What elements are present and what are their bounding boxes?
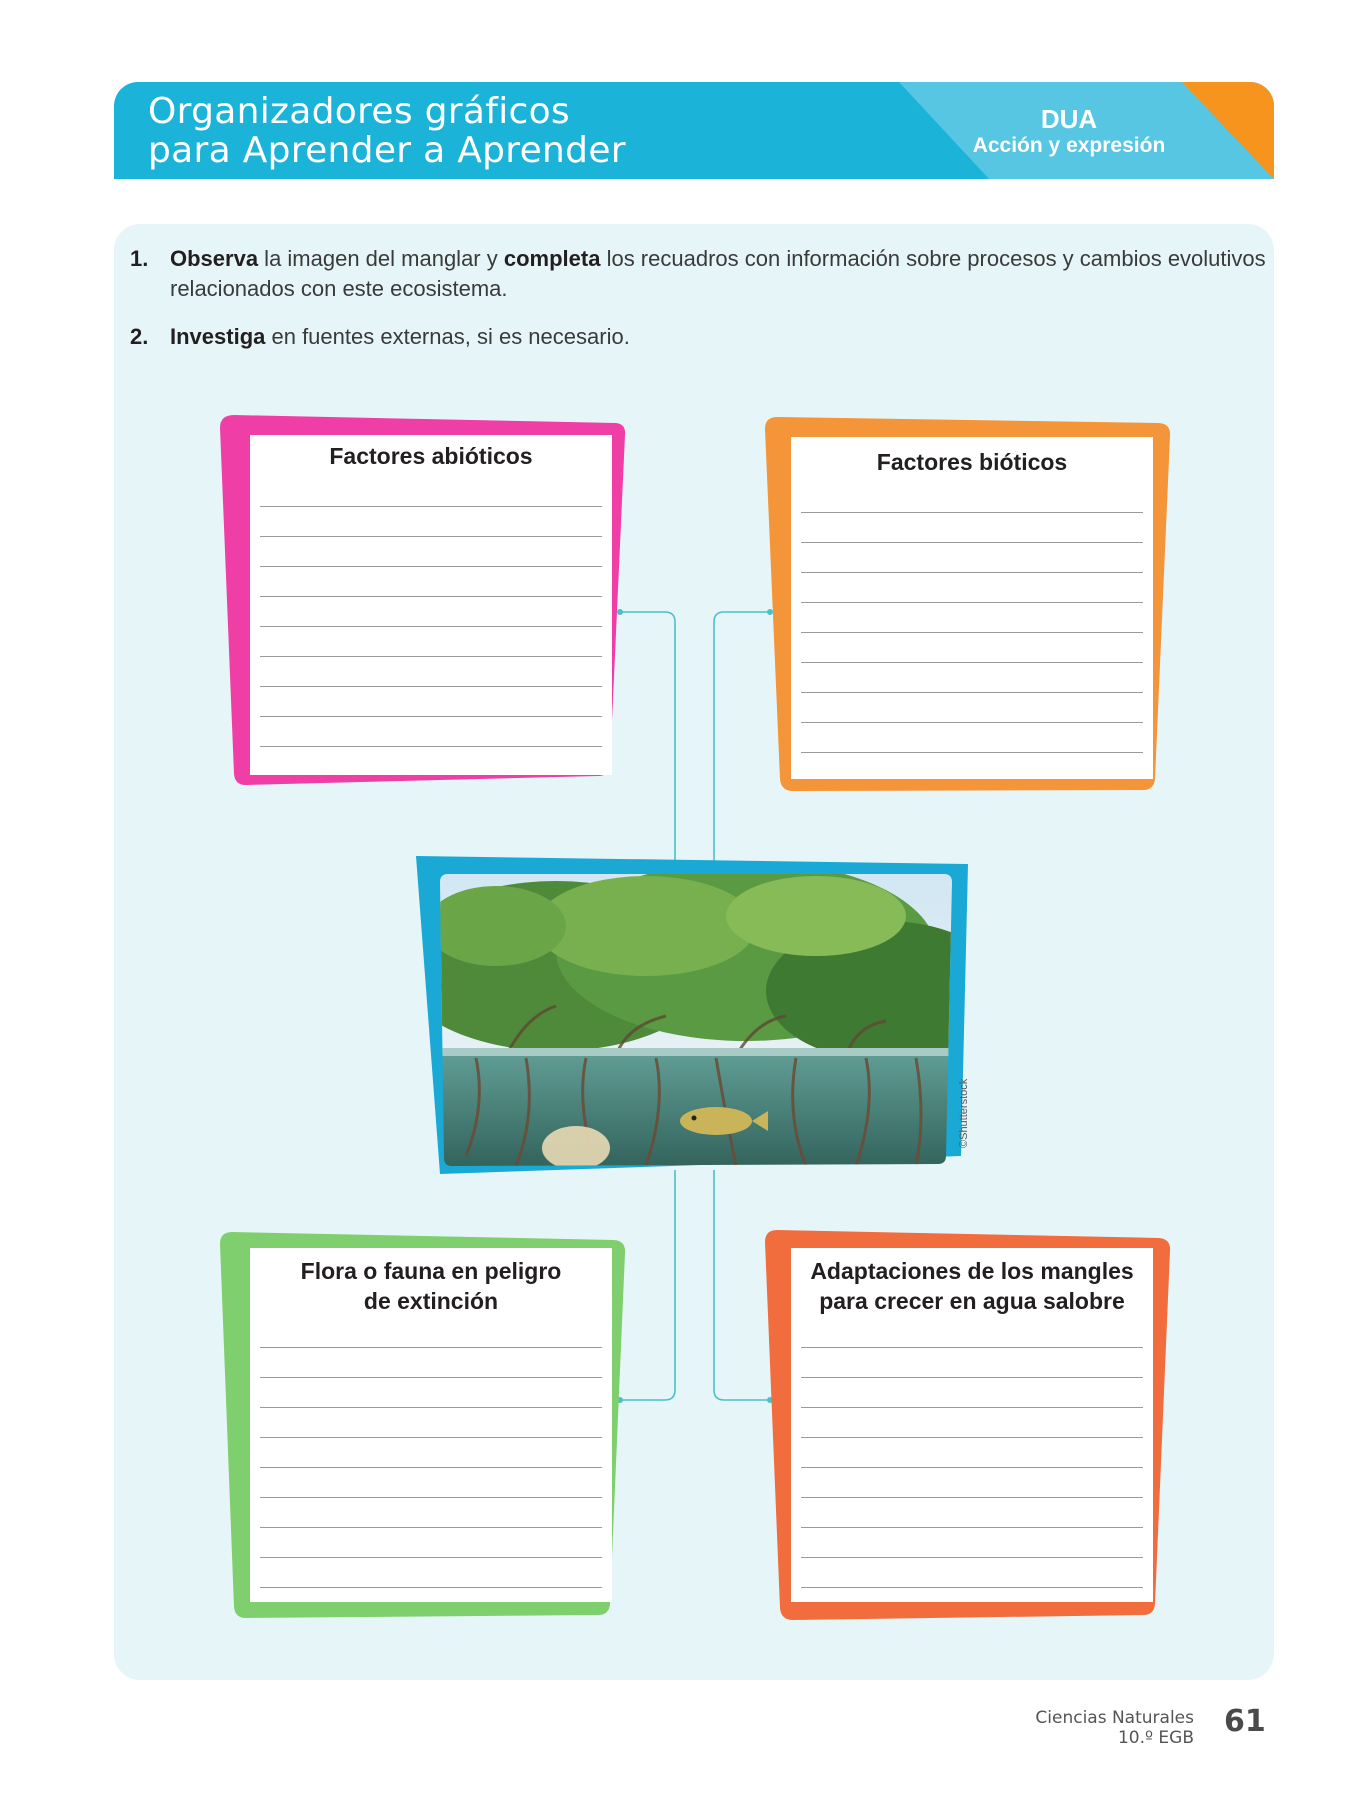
card-writing-area xyxy=(250,1248,612,1602)
page-title-line2: para Aprender a Aprender xyxy=(148,130,626,171)
answer-line[interactable] xyxy=(260,1558,602,1588)
card-flora-fauna-extincion xyxy=(220,1232,626,1618)
card-title: Factores bióticos xyxy=(876,449,1068,475)
card-writing-area xyxy=(791,437,1153,779)
mangrove-photo xyxy=(416,856,968,1176)
card-title-line2: para crecer en agua salobre xyxy=(819,1288,1125,1314)
card-title-line2: de extinción xyxy=(363,1288,499,1314)
answer-line[interactable] xyxy=(260,1438,602,1468)
card-writing-area xyxy=(791,1248,1153,1602)
card-title-line1: Adaptaciones de los mangles xyxy=(810,1258,1134,1284)
answer-line[interactable] xyxy=(801,1528,1143,1558)
instruction-verb: Investiga xyxy=(170,324,266,349)
answer-line[interactable] xyxy=(801,543,1143,573)
answer-line[interactable] xyxy=(801,1498,1143,1528)
connector-adaptaciones xyxy=(714,1170,770,1400)
footer-subject-name: Ciencias Naturales xyxy=(1035,1708,1194,1728)
answer-line[interactable] xyxy=(801,633,1143,663)
card-factores-abioticos xyxy=(220,415,626,787)
answer-line[interactable] xyxy=(260,1408,602,1438)
instruction-number: 1. xyxy=(130,246,149,271)
answer-line[interactable] xyxy=(801,483,1143,513)
answer-line[interactable] xyxy=(801,603,1143,633)
answer-line[interactable] xyxy=(801,663,1143,693)
page-title-line1: Organizadores gráficos xyxy=(148,91,570,132)
answer-line[interactable] xyxy=(801,1318,1143,1348)
dua-badge-subtitle: Acción y expresión xyxy=(972,134,1166,157)
page-number: 61 xyxy=(1224,1704,1266,1739)
answer-line[interactable] xyxy=(801,513,1143,543)
instruction-verb: Observa xyxy=(170,246,259,271)
answer-line[interactable] xyxy=(260,1468,602,1498)
answer-line[interactable] xyxy=(260,1528,602,1558)
jellyfish xyxy=(542,1126,610,1170)
writing-lines xyxy=(260,1318,602,1588)
answer-line[interactable] xyxy=(260,717,602,747)
answer-line[interactable] xyxy=(260,1378,602,1408)
card-writing-area xyxy=(250,435,612,775)
answer-line[interactable] xyxy=(801,1438,1143,1468)
answer-line[interactable] xyxy=(260,627,602,657)
instruction-number: 2. xyxy=(130,324,149,349)
answer-line[interactable] xyxy=(801,1468,1143,1498)
answer-line[interactable] xyxy=(260,687,602,717)
instruction-text: los recuadros con información sobre procesos y cambios evolutivos relacionados con este ecosistema. xyxy=(170,246,1266,301)
card-adaptaciones-mangles xyxy=(765,1230,1171,1620)
instruction-verb: completa xyxy=(503,246,601,271)
photo-credit: ©Shutterstock xyxy=(958,1078,970,1148)
answer-line[interactable] xyxy=(801,1378,1143,1408)
footer-subject xyxy=(1035,1708,1194,1748)
answer-line[interactable] xyxy=(801,693,1143,723)
answer-line[interactable] xyxy=(260,537,602,567)
dua-badge-title: DUA xyxy=(1040,104,1098,134)
fish xyxy=(680,1107,752,1135)
answer-line[interactable] xyxy=(801,1558,1143,1588)
connector-bioticos xyxy=(714,612,770,866)
card-title: Factores abióticos xyxy=(329,443,533,469)
card-factores-bioticos xyxy=(765,415,1171,791)
footer-grade: 10.º EGB xyxy=(1117,1728,1194,1748)
answer-line[interactable] xyxy=(260,1348,602,1378)
card-title-line1: Flora o fauna en peligro xyxy=(300,1258,562,1284)
writing-lines xyxy=(801,1318,1143,1588)
answer-line[interactable] xyxy=(801,573,1143,603)
card-title xyxy=(791,1256,1153,1316)
answer-line[interactable] xyxy=(260,567,602,597)
instruction-text: la imagen del manglar y xyxy=(258,246,504,271)
answer-line[interactable] xyxy=(260,477,602,507)
writing-lines xyxy=(260,477,602,747)
answer-line[interactable] xyxy=(260,507,602,537)
writing-lines xyxy=(801,483,1143,753)
answer-line[interactable] xyxy=(260,1498,602,1528)
answer-line[interactable] xyxy=(801,1408,1143,1438)
answer-line[interactable] xyxy=(260,1318,602,1348)
answer-line[interactable] xyxy=(260,657,602,687)
answer-line[interactable] xyxy=(260,597,602,627)
answer-line[interactable] xyxy=(801,1348,1143,1378)
instruction-text: en fuentes externas, si es necesario. xyxy=(265,324,630,349)
card-title xyxy=(250,1256,612,1316)
connector-flora xyxy=(620,1170,675,1400)
answer-line[interactable] xyxy=(801,723,1143,753)
connector-abioticos xyxy=(620,612,675,866)
